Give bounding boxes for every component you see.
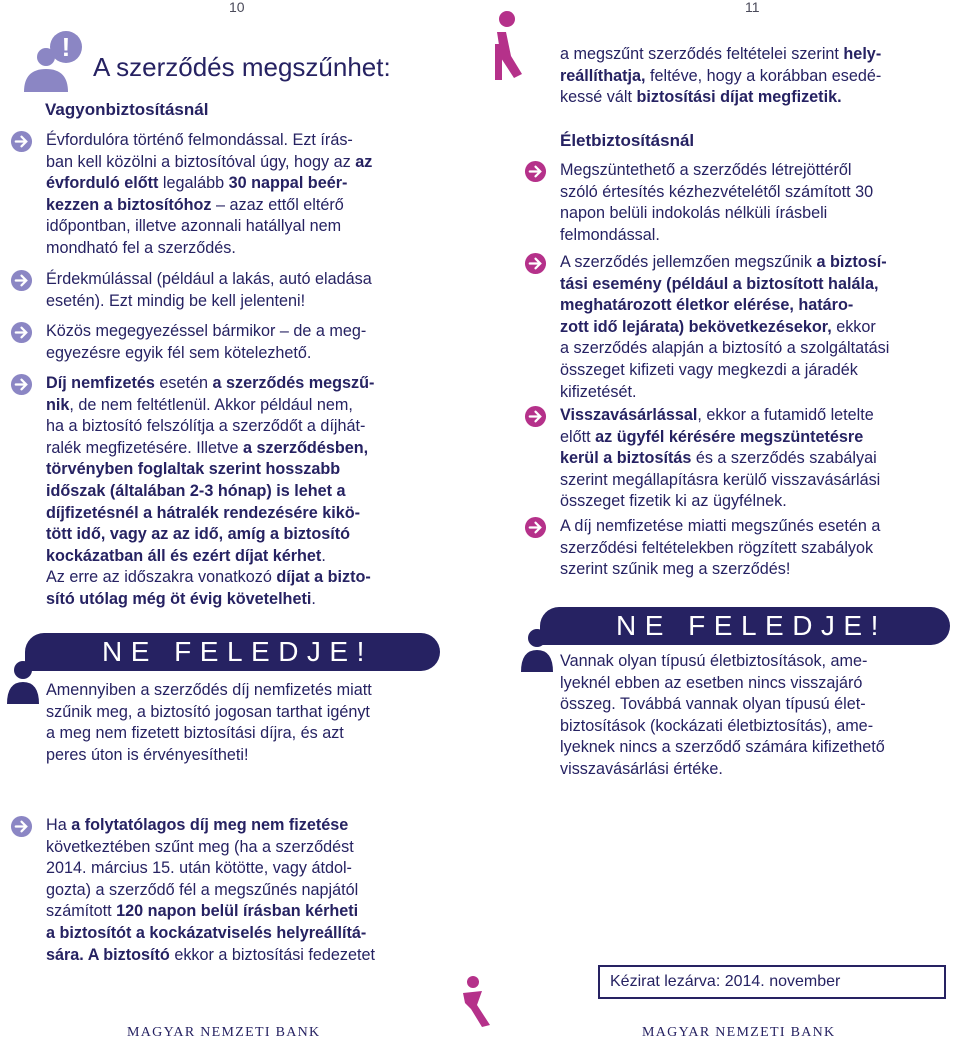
list-item-text: Érdekmúlással (például a lakás, autó eladása esetén). Ezt mindig be kell jelenteni!: [46, 270, 372, 310]
footer-right: MAGYAR NEMZETI BANK: [642, 1025, 836, 1040]
list-item: [10, 130, 440, 260]
reminder-banner: [25, 633, 440, 671]
running-figure-icon: [460, 975, 500, 1030]
page-number-left: 10: [229, 0, 245, 15]
arrow-right-icon: [524, 516, 547, 539]
list-item-text: Ha a folytatólagos díj meg nem fizetése következtében szűnt meg (ha a szerződést 2014. március 15. után kötötte, vagy átdol- gozta) a szerződő fél a megszűnés napjától számított 120 napon belül írásban kérheti a biztosítót a kockázatviselés helyreállítá- sára. A biztosító ekkor a biztosítási fedezetet: [46, 816, 375, 964]
page-title: A szerződés megszűnhet:: [93, 52, 391, 82]
footer-left: MAGYAR NEMZETI BANK: [127, 1025, 321, 1040]
person-icon: [520, 628, 554, 674]
arrow-right-icon: [10, 373, 33, 396]
continuation-text: a megszűnt szerződés feltételei szerint hely- reállíthatja, feltéve, hogy a korábban esedé- kessé vált biztosítási díjat megfizetik.: [560, 45, 882, 107]
list-item: [524, 405, 954, 513]
page-number-right: 11: [745, 0, 760, 15]
reminder-banner-text: NE FELEDJE!: [102, 636, 373, 667]
reminder-note: Vannak olyan típusú életbiztosítások, ame- lyeknél ebben az esetben nincs visszajáró összeg. Továbbá vannak olyan típusú élet- biztosítások (kockázati életbiztosítás), ame- lyeknek nincs a szerződő számára kifizethető visszavásárlási értéke.: [560, 652, 885, 778]
list-item-text: Közös megegyezéssel bármikor – de a meg- egyezésre egyik fél sem kötelezhető.: [46, 322, 367, 362]
list-item: [10, 269, 440, 312]
list-item-text: Évfordulóra történő felmondással. Ezt írás- ban kell közölni a biztosítóval úgy, hogy az az évforduló előtt legalább 30 nappal beér- kezzen a biztosítóhoz – azaz ettől eltérő időpontban, illetve azonnali hatállyal nem mondható fel a szerződés.: [46, 131, 373, 257]
arrow-right-icon: [10, 130, 33, 153]
list-item-text: A szerződés jellemzően megszűnik a biztosí- tási esemény (például a biztosított halála, meghatározott életkor elérése, határo- zott idő lejárata) bekövetkezésekor, ekkor a szerződés alapján a biztosító a szolgáltatási összeget kifizeti vagy megkezdi a járadék kifizetését.: [560, 253, 890, 401]
list-item: [524, 516, 954, 581]
reminder-note: Amennyiben a szerződés díj nemfizetés miatt szűnik meg, a biztosító jogosan tarthat igényt a meg nem fizetett biztosítási díjra, és azt peres úton is érvényesítheti!: [46, 681, 372, 764]
exclamation-person-icon: [18, 30, 88, 98]
list-item-text: Megszüntethető a szerződés létrejöttéről szóló értesítés kézhezvételétől számított 30 napon belüli indokolás nélküli írásbeli felmondással.: [560, 161, 874, 244]
reminder-banner-text: NE FELEDJE!: [616, 610, 887, 641]
list-item: [10, 321, 440, 364]
arrow-right-icon: [10, 269, 33, 292]
list-item-text: Visszavásárlással, ekkor a futamidő letelte előtt az ügyfél kérésére megszüntetésre kerül a biztosítás és a szerződés szabályai szerint megállapításra kerülő visszavásárlási összeget fizetik ki az ügyfélnek.: [560, 406, 881, 511]
subheading-vagyon: Vagyonbiztosításnál: [45, 100, 209, 119]
svg-text:!: !: [61, 32, 71, 62]
manuscript-closed-box: Kézirat lezárva: 2014. november: [598, 965, 946, 999]
arrow-right-icon: [524, 405, 547, 428]
reminder-banner: [540, 607, 950, 645]
list-item: [10, 373, 440, 611]
list-item: [524, 160, 954, 246]
arrow-right-icon: [524, 252, 547, 275]
arrow-right-icon: [10, 815, 33, 838]
list-item: [10, 815, 440, 966]
person-icon: [6, 660, 40, 706]
figure-icon: [492, 10, 528, 82]
list-item-text: A díj nemfizetése miatti megszűnés esetén a szerződési feltételekben rögzített szabályok szerint szűnik meg a szerződés!: [560, 517, 881, 579]
subheading-elet: Életbiztosításnál: [560, 131, 695, 150]
arrow-right-icon: [524, 160, 547, 183]
arrow-right-icon: [10, 321, 33, 344]
list-item-text: Díj nemfizetés esetén a szerződés megszű- nik, de nem feltétlenül. Akkor például nem, ha a biztosító felszólítja a szerződőt a díjhát- ralék megfizetésére. Illetve a szerződésben, törvényben foglaltak szerint hosszabb időszak (általában 2-3 hónap) is lehet a díjfizetésnél a hátralék rendezésére kikö- tött idő, vagy az az idő, amíg a biztosító kockázatban áll és ezért díjat kérhet. Az erre az időszakra vonatkozó díjat a bizto- sító utólag még öt évig követelheti.: [46, 374, 375, 608]
list-item: [524, 252, 954, 403]
